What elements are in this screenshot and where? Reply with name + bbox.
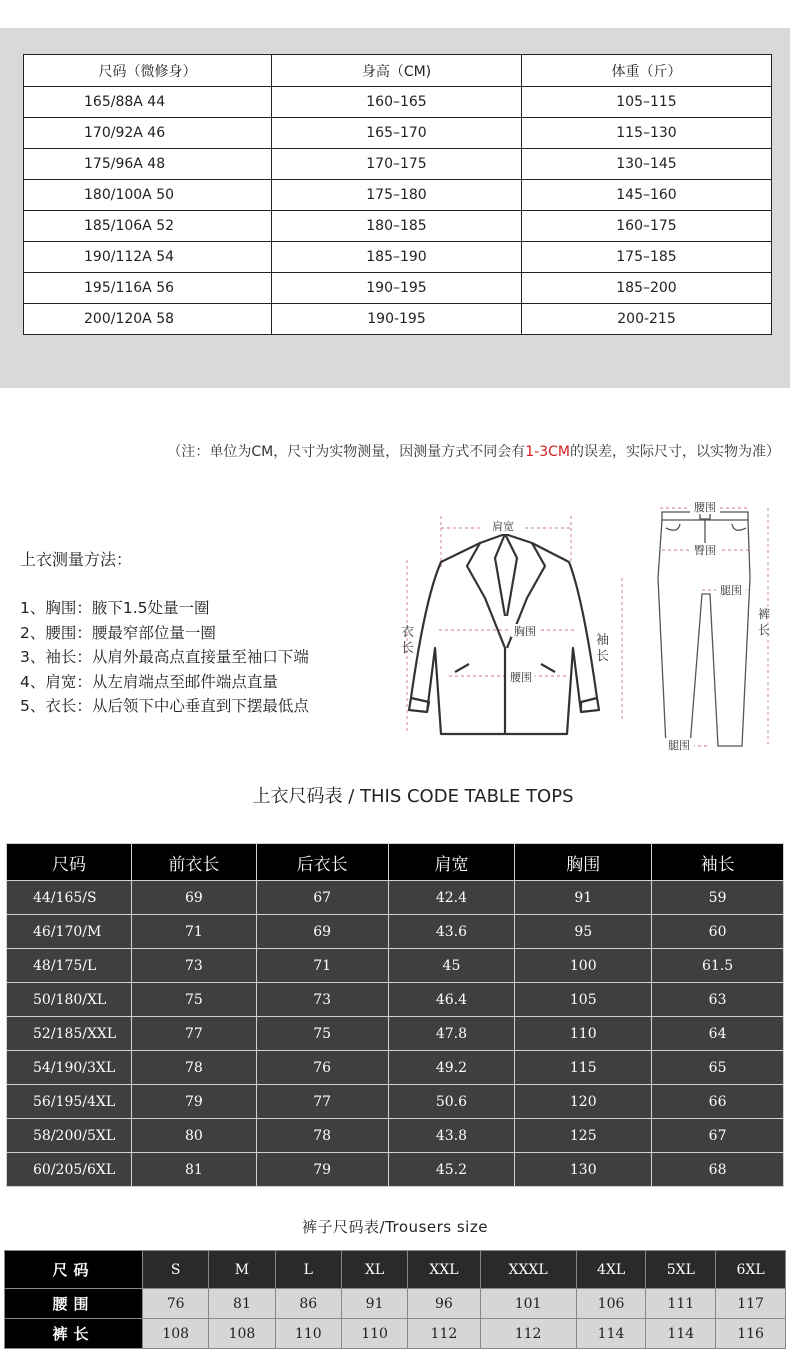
value-cell: 67 [256, 881, 388, 915]
value-cell: 112 [480, 1319, 576, 1349]
value-cell: 76 [143, 1289, 209, 1319]
weight-cell: 200-215 [522, 304, 772, 335]
thigh-label: 腿围 [720, 584, 742, 597]
value-cell: 80 [131, 1119, 256, 1153]
size-cell: 50/180/XL [7, 983, 132, 1017]
value-cell: 75 [256, 1017, 388, 1051]
value-cell: 115 [515, 1051, 652, 1085]
value-cell: 69 [131, 881, 256, 915]
list-item: 2、腰围：腰最窄部位量一圈 [20, 623, 216, 642]
waist-label: 腰围 [510, 671, 532, 684]
value-cell: 108 [143, 1319, 209, 1349]
value-cell: 77 [256, 1085, 388, 1119]
row-label: 腰围 [5, 1289, 143, 1319]
value-cell: 76 [256, 1051, 388, 1085]
table-row [7, 1017, 784, 1051]
size-header-cell: 6XL [716, 1251, 786, 1289]
value-cell: 96 [408, 1289, 480, 1319]
size-header-cell: XXXL [480, 1251, 576, 1289]
size-cell: 58/200/5XL [7, 1119, 132, 1153]
value-cell: 65 [652, 1051, 784, 1085]
value-cell: 91 [515, 881, 652, 915]
list-item: 3、袖长：从肩外最高点直接量至袖口下端 [20, 648, 309, 666]
trousers-table-title: 裤子尺码表/Trousers size [302, 1218, 488, 1236]
size-header-cell: XL [341, 1251, 407, 1289]
value-cell: 61.5 [652, 949, 784, 983]
value-cell: 71 [256, 949, 388, 983]
size-table-panel [0, 28, 790, 388]
table-row [24, 118, 772, 149]
header-cell: 尺码（微修身） [24, 55, 272, 87]
tops-table-title: 上衣尺码表 / THIS CODE TABLE TOPS [252, 786, 574, 807]
value-cell: 50.6 [388, 1085, 515, 1119]
value-cell: 110 [275, 1319, 341, 1349]
size-cell: 60/205/6XL [7, 1153, 132, 1187]
table-row [7, 1153, 784, 1187]
length-label-1: 衣 [401, 625, 415, 640]
note-prefix: （注：单位为CM，尺寸为实物测量，因测量方式不同会有 [167, 444, 526, 460]
value-cell: 111 [646, 1289, 716, 1319]
size-cell: 175/96A 48 [24, 149, 272, 180]
row-label: 裤长 [5, 1319, 143, 1349]
value-cell: 59 [652, 881, 784, 915]
table-row [7, 1119, 784, 1153]
pants-length-label-2: 长 [758, 623, 771, 637]
value-cell: 108 [209, 1319, 275, 1349]
value-cell: 63 [652, 983, 784, 1017]
value-cell: 49.2 [388, 1051, 515, 1085]
header-cell: 身高（CM) [272, 55, 522, 87]
table-row [5, 1319, 786, 1349]
value-cell: 110 [341, 1319, 407, 1349]
size-header-cell: L [275, 1251, 341, 1289]
trousers-diagram [650, 494, 780, 756]
weight-cell: 160–175 [522, 211, 772, 242]
value-cell: 106 [576, 1289, 646, 1319]
weight-cell: 115–130 [522, 118, 772, 149]
method-list [20, 596, 309, 719]
value-cell: 75 [131, 983, 256, 1017]
value-cell: 114 [576, 1319, 646, 1349]
list-item: 4、肩宽：从左肩端点至邮件端点直量 [20, 672, 278, 691]
size-cell: 46/170/M [7, 915, 132, 949]
jacket-diagram [385, 498, 635, 746]
table-row [24, 87, 772, 118]
value-cell: 73 [131, 949, 256, 983]
value-cell: 91 [341, 1289, 407, 1319]
value-cell: 66 [652, 1085, 784, 1119]
size-cell: 170/92A 46 [24, 118, 272, 149]
table-row [7, 1085, 784, 1119]
value-cell: 68 [652, 1153, 784, 1187]
pants-waist-label: 腰围 [694, 501, 716, 514]
value-cell: 60 [652, 915, 784, 949]
value-cell: 45.2 [388, 1153, 515, 1187]
value-cell: 73 [256, 983, 388, 1017]
size-header-cell: XXL [408, 1251, 480, 1289]
weight-cell: 145–160 [522, 180, 772, 211]
height-cell: 175–180 [272, 180, 522, 211]
hip-label: 臀围 [694, 544, 716, 557]
value-cell: 120 [515, 1085, 652, 1119]
header-cell: 尺码 [7, 844, 132, 881]
value-cell: 77 [131, 1017, 256, 1051]
value-cell: 100 [515, 949, 652, 983]
value-cell: 79 [131, 1085, 256, 1119]
height-cell: 190-195 [272, 304, 522, 335]
size-cell: 44/165/S [7, 881, 132, 915]
table-row [7, 1051, 784, 1085]
value-cell: 114 [646, 1319, 716, 1349]
table-row [7, 881, 784, 915]
length-label-2: 长 [401, 641, 415, 656]
value-cell: 112 [408, 1319, 480, 1349]
measurement-note [0, 441, 780, 461]
value-cell: 69 [256, 915, 388, 949]
sleeve-label-1: 袖 [596, 633, 610, 648]
value-cell: 101 [480, 1289, 576, 1319]
value-cell: 81 [209, 1289, 275, 1319]
height-cell: 170–175 [272, 149, 522, 180]
header-cell: 前衣长 [131, 844, 256, 881]
size-table [23, 54, 772, 335]
value-cell: 64 [652, 1017, 784, 1051]
table-row [24, 273, 772, 304]
value-cell: 95 [515, 915, 652, 949]
tops-table-header [7, 844, 784, 881]
height-cell: 185–190 [272, 242, 522, 273]
size-cell: 48/175/L [7, 949, 132, 983]
table-row [24, 304, 772, 335]
value-cell: 86 [275, 1289, 341, 1319]
weight-cell: 105–115 [522, 87, 772, 118]
value-cell: 71 [131, 915, 256, 949]
sleeve-label-2: 长 [596, 649, 610, 664]
method-title: 上衣测量方法： [20, 550, 133, 569]
size-cell: 56/195/4XL [7, 1085, 132, 1119]
value-cell: 110 [515, 1017, 652, 1051]
value-cell: 67 [652, 1119, 784, 1153]
value-cell: 45 [388, 949, 515, 983]
size-header-cell: 5XL [646, 1251, 716, 1289]
size-header-cell: S [143, 1251, 209, 1289]
shoulder-label: 肩宽 [492, 520, 514, 533]
pants-length-label-1: 裤 [758, 607, 771, 621]
tops-size-table [6, 843, 784, 1187]
value-cell: 42.4 [388, 881, 515, 915]
weight-cell: 185–200 [522, 273, 772, 304]
value-cell: 81 [131, 1153, 256, 1187]
list-item: 1、胸围：腋下1.5处量一圈 [20, 599, 210, 617]
size-cell: 54/190/3XL [7, 1051, 132, 1085]
value-cell: 78 [256, 1119, 388, 1153]
table-row [24, 211, 772, 242]
note-suffix: 的误差，实际尺寸，以实物为准） [570, 444, 780, 460]
value-cell: 79 [256, 1153, 388, 1187]
size-header-cell: 4XL [576, 1251, 646, 1289]
weight-cell: 130–145 [522, 149, 772, 180]
size-table-header [24, 55, 772, 87]
header-label: 尺码 [5, 1251, 143, 1289]
weight-cell: 175–185 [522, 242, 772, 273]
size-header-cell: M [209, 1251, 275, 1289]
table-row [24, 149, 772, 180]
value-cell: 78 [131, 1051, 256, 1085]
value-cell: 46.4 [388, 983, 515, 1017]
value-cell: 117 [716, 1289, 786, 1319]
size-cell: 190/112A 54 [24, 242, 272, 273]
value-cell: 105 [515, 983, 652, 1017]
value-cell: 47.8 [388, 1017, 515, 1051]
size-cell: 52/185/XXL [7, 1017, 132, 1051]
trousers-table-header [5, 1251, 786, 1289]
size-cell: 180/100A 50 [24, 180, 272, 211]
trousers-size-table [4, 1250, 786, 1349]
header-cell: 体重（斤） [522, 55, 772, 87]
header-cell: 袖长 [652, 844, 784, 881]
size-cell: 185/106A 52 [24, 211, 272, 242]
table-row [24, 180, 772, 211]
hem-label: 腿围 [668, 739, 690, 752]
table-row [5, 1289, 786, 1319]
height-cell: 190–195 [272, 273, 522, 304]
header-cell: 胸围 [515, 844, 652, 881]
value-cell: 43.8 [388, 1119, 515, 1153]
height-cell: 165–170 [272, 118, 522, 149]
note-tolerance: 1-3CM [525, 444, 570, 460]
value-cell: 116 [716, 1319, 786, 1349]
size-cell: 165/88A 44 [24, 87, 272, 118]
value-cell: 130 [515, 1153, 652, 1187]
list-item: 5、衣长：从后领下中心垂直到下摆最低点 [20, 697, 309, 715]
header-cell: 肩宽 [388, 844, 515, 881]
table-row [7, 949, 784, 983]
table-row [7, 983, 784, 1017]
value-cell: 125 [515, 1119, 652, 1153]
size-cell: 195/116A 56 [24, 273, 272, 304]
value-cell: 43.6 [388, 915, 515, 949]
chest-label: 胸围 [514, 625, 536, 638]
header-cell: 后衣长 [256, 844, 388, 881]
size-cell: 200/120A 58 [24, 304, 272, 335]
table-row [24, 242, 772, 273]
height-cell: 160–165 [272, 87, 522, 118]
table-row [7, 915, 784, 949]
height-cell: 180–185 [272, 211, 522, 242]
